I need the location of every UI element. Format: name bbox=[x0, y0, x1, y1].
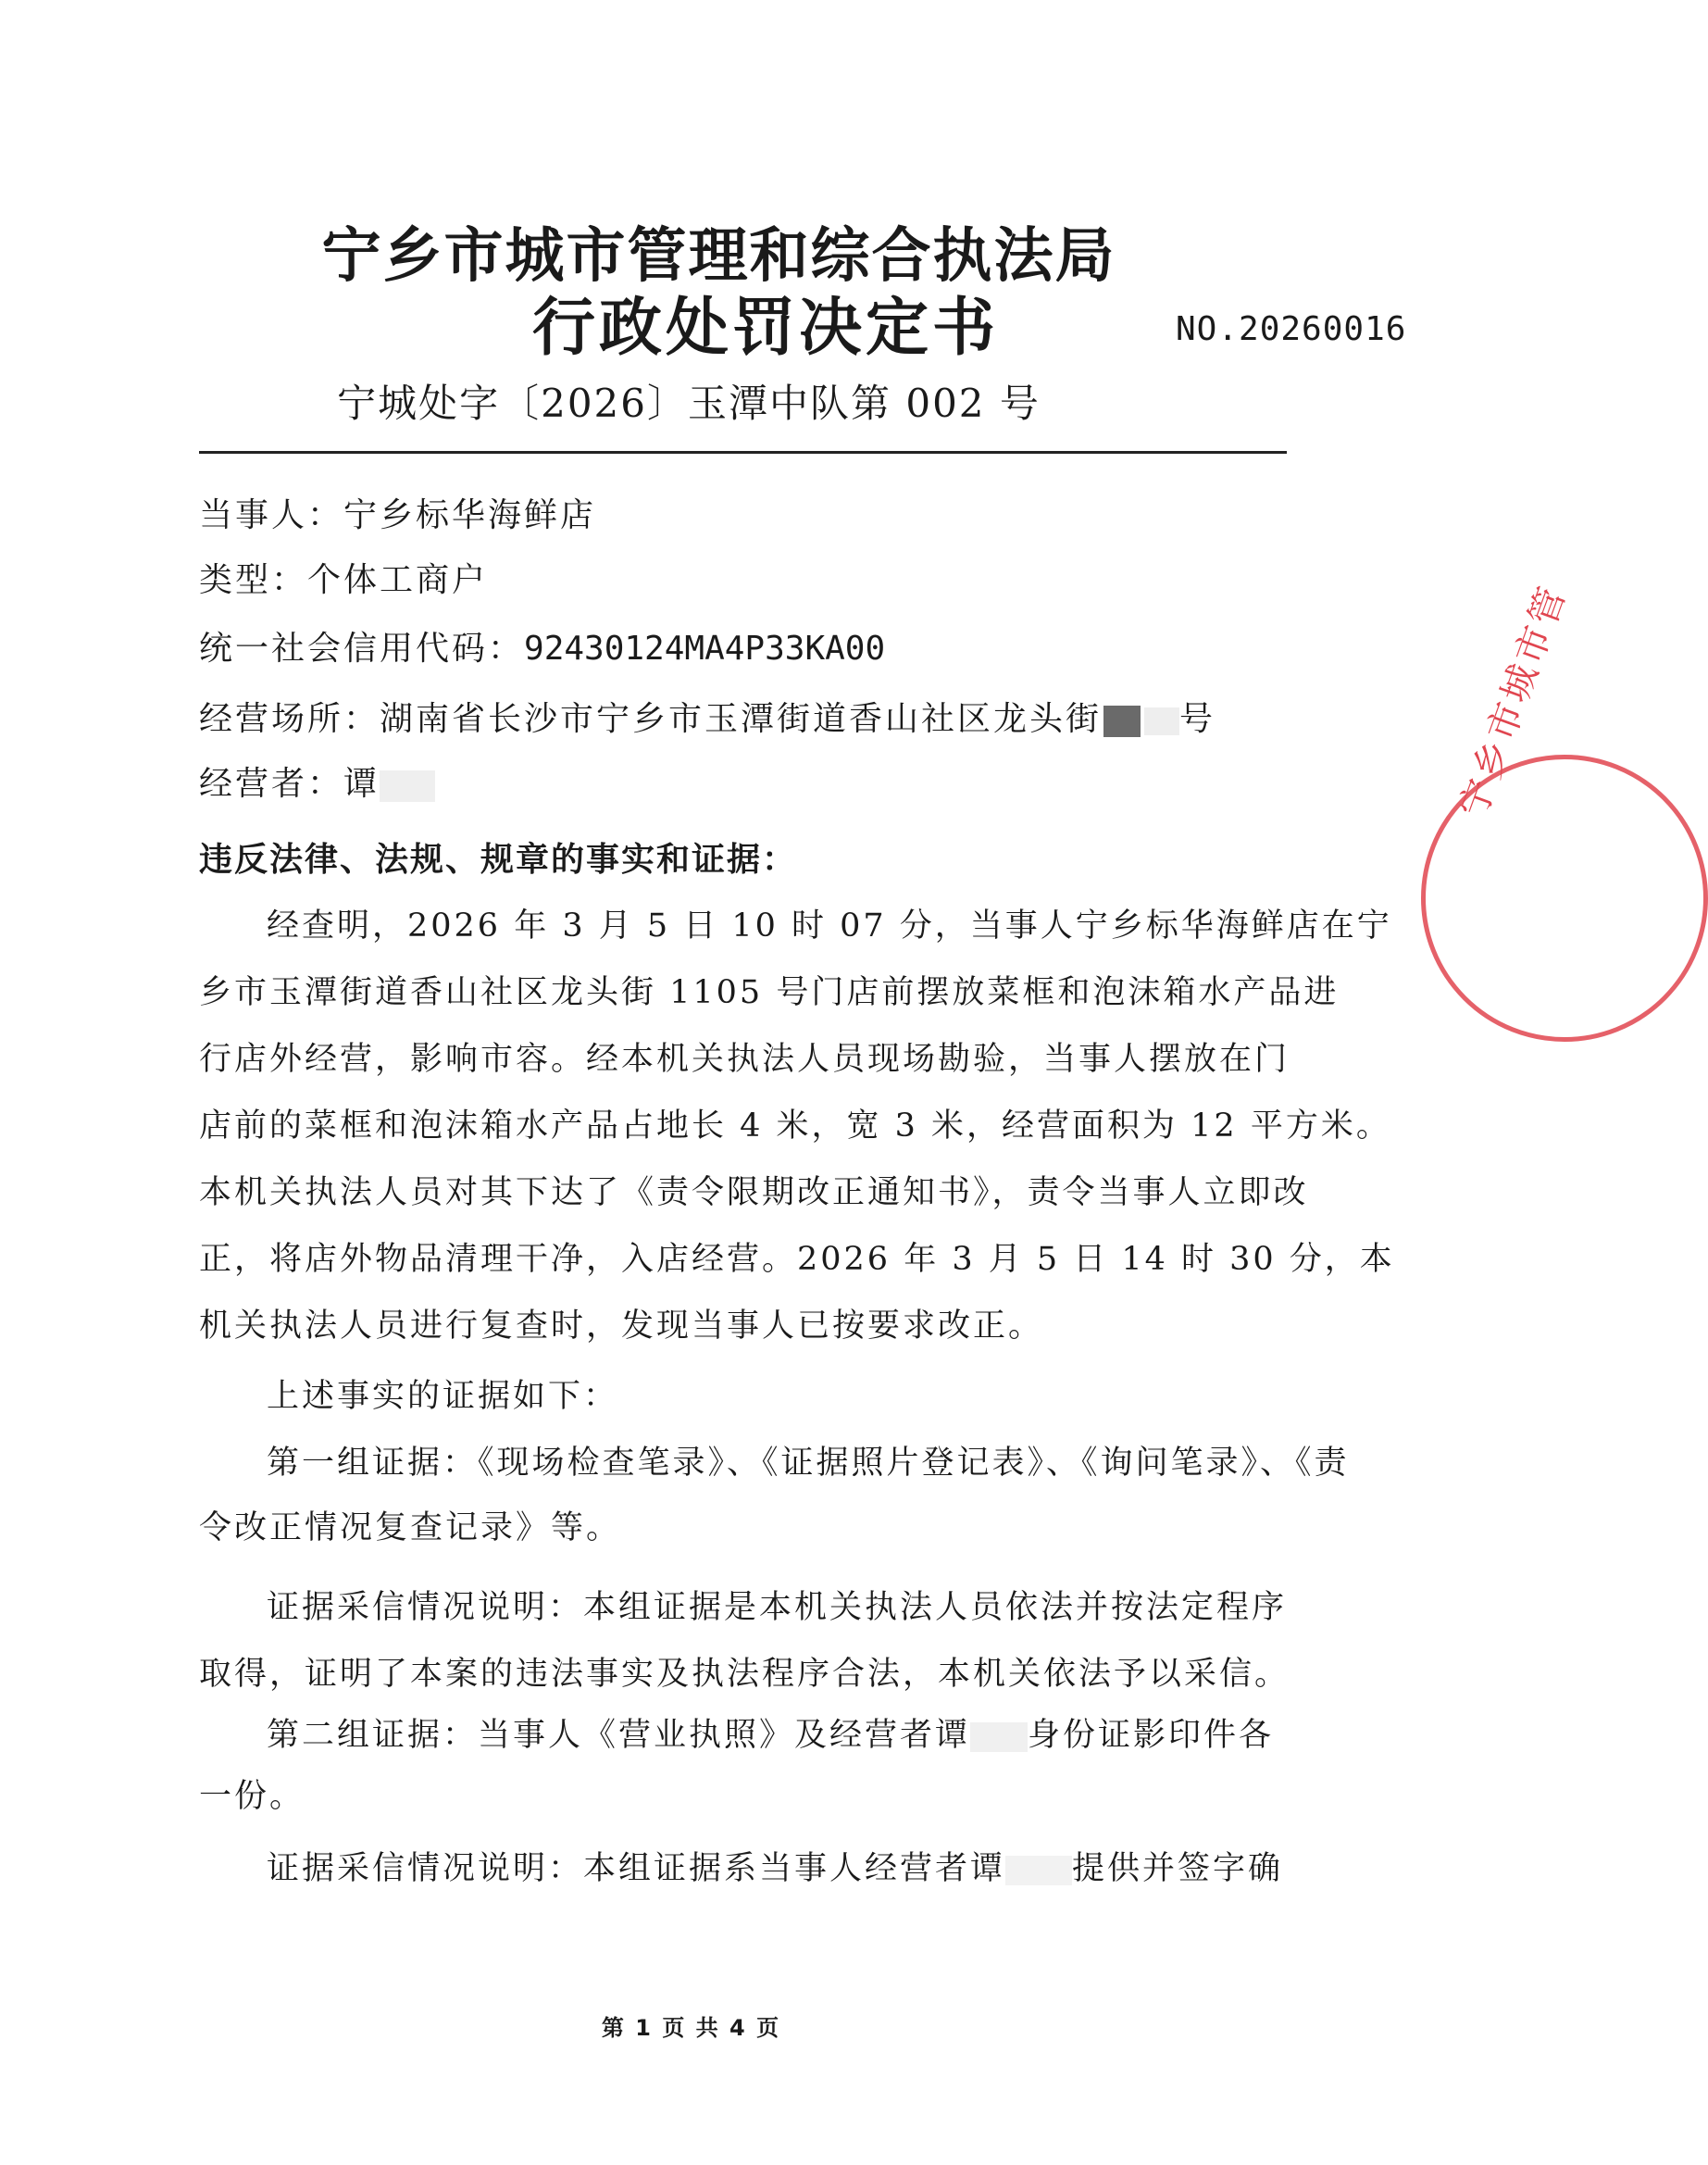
operator-label: 经营者： bbox=[199, 765, 344, 803]
reference-number: 宁城处字〔2026〕玉潭中队第 002 号 bbox=[337, 381, 1041, 426]
party-field bbox=[199, 489, 596, 536]
evidence-group1-line: 令改正情况复查记录》等。 bbox=[199, 1509, 622, 1546]
facts-line: 本机关执法人员对其下达了《责令限期改正通知书》，责令当事人立即改 bbox=[199, 1174, 1309, 1211]
header-divider bbox=[199, 451, 1287, 454]
party-value: 宁乡标华海鲜店 bbox=[343, 496, 597, 534]
address-label: 经营场所： bbox=[199, 700, 380, 738]
evidence-intro: 上述事实的证据如下： bbox=[267, 1378, 619, 1415]
operator-redaction bbox=[380, 770, 435, 802]
evidence-group2-line: 一份。 bbox=[199, 1778, 305, 1815]
facts-line: 行店外经营，影响市容。经本机关执法人员现场勘验，当事人摆放在门 bbox=[199, 1041, 1290, 1078]
evidence-group2-text-a: 第二组证据：当事人《营业执照》及经营者谭 bbox=[267, 1717, 971, 1754]
evidence-note2-text-a: 证据采信情况说明：本组证据系当事人经营者谭 bbox=[267, 1850, 1006, 1887]
facts-line: 机关执法人员进行复查时，发现当事人已按要求改正。 bbox=[199, 1308, 1044, 1345]
agency-title: 宁乡市城市管理和综合执法局 bbox=[321, 221, 1116, 291]
address-field bbox=[199, 693, 1216, 740]
facts-line: 经查明，2026 年 3 月 5 日 10 时 07 分，当事人宁乡标华海鲜店在宁 bbox=[267, 907, 1392, 945]
party-label: 当事人： bbox=[199, 496, 344, 534]
evidence-group1-line: 第一组证据：《现场检查笔录》、《证据照片登记表》、《询问笔录》、《责 bbox=[267, 1445, 1350, 1482]
address-redaction-light bbox=[1144, 707, 1179, 735]
facts-line: 店前的菜框和泡沫箱水产品占地长 4 米，宽 3 米，经营面积为 12 平方米。 bbox=[199, 1108, 1391, 1145]
evidence-note2-text-b: 提供并签字确 bbox=[1072, 1850, 1284, 1887]
address-redaction bbox=[1103, 706, 1141, 737]
address-suffix: 号 bbox=[1179, 700, 1216, 738]
facts-line: 正，将店外物品清理干净，入店经营。2026 年 3 月 5 日 14 时 30 分，本 bbox=[199, 1241, 1395, 1278]
evidence-note1-line: 取得，证明了本案的违法事实及执法程序合法，本机关依法予以采信。 bbox=[199, 1656, 1290, 1693]
group2-redaction bbox=[970, 1722, 1028, 1752]
evidence-note1-line: 证据采信情况说明：本组证据是本机关执法人员依法并按法定程序 bbox=[267, 1589, 1288, 1626]
evidence-note2-line bbox=[267, 1843, 1283, 1889]
operator-field bbox=[199, 757, 435, 805]
credit-code-value: 92430124MA4P33KA00 bbox=[524, 630, 886, 668]
document-number: NO.20260016 bbox=[1176, 310, 1407, 348]
type-field bbox=[199, 554, 488, 601]
address-value: 湖南省长沙市宁乡市玉潭街道香山社区龙头街 bbox=[380, 700, 1103, 738]
facts-line: 乡市玉潭街道香山社区龙头街 1105 号门店前摆放菜框和泡沫箱水产品进 bbox=[199, 974, 1340, 1011]
credit-code-field bbox=[199, 622, 885, 670]
type-value: 个体工商户 bbox=[307, 561, 489, 599]
section-title: 违反法律、法规、规章的事实和证据： bbox=[199, 840, 798, 879]
page-indicator: 第 1 页 共 4 页 bbox=[601, 2015, 781, 2041]
credit-code-label: 统一社会信用代码： bbox=[199, 630, 525, 668]
document-type-title: 行政处罚决定书 bbox=[532, 291, 1000, 365]
type-label: 类型： bbox=[199, 561, 308, 599]
evidence-group2-text-b: 身份证影印件各 bbox=[1028, 1717, 1275, 1754]
official-seal-text: 宁乡市城市管 bbox=[1452, 578, 1576, 823]
operator-value: 谭 bbox=[343, 765, 380, 803]
note2-redaction bbox=[1005, 1856, 1072, 1885]
evidence-group2-line bbox=[267, 1709, 1274, 1756]
